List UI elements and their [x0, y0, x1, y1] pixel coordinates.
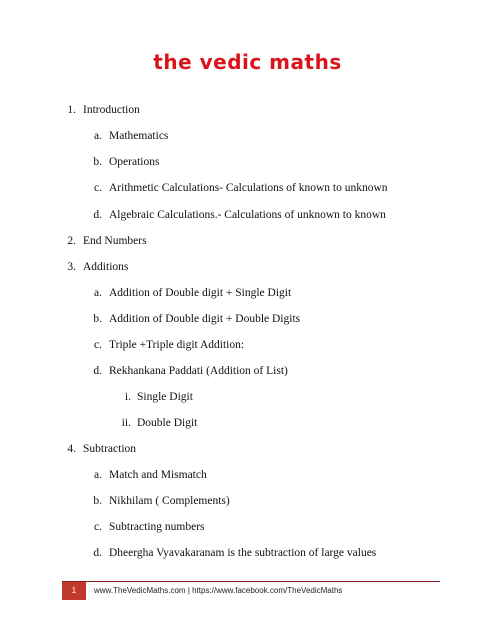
toc-text: Subtracting numbers	[109, 521, 205, 533]
toc-subitem-dheergha	[88, 546, 376, 560]
toc-subitem-subtracting	[88, 520, 205, 534]
toc-text: Single Digit	[137, 391, 193, 403]
toc-marker: a.	[94, 130, 102, 142]
toc-text: Nikhilam ( Complements)	[109, 495, 230, 507]
toc-subitem-algebraic	[88, 208, 386, 222]
toc-text: Addition of Double digit + Double Digits	[109, 313, 301, 325]
toc-marker: d.	[93, 209, 102, 221]
toc-subsubitem-single-digit	[113, 390, 193, 404]
toc-subitem-match	[88, 468, 207, 482]
toc-item-additions	[60, 260, 128, 274]
toc-marker: 4.	[67, 443, 76, 455]
toc-marker: c.	[94, 339, 102, 351]
toc-item-end-numbers	[60, 234, 147, 248]
toc-marker: i.	[124, 391, 131, 403]
toc-subitem-double-double	[88, 312, 300, 326]
toc-marker: 1.	[67, 104, 76, 116]
document-title: the vedic maths	[153, 50, 342, 74]
toc-text: Subtraction	[83, 443, 137, 455]
toc-text: Addition of Double digit + Single Digit	[109, 287, 292, 299]
toc-text: Operations	[109, 156, 160, 168]
toc-text: Dheergha Vyavakaranam is the subtraction of large values	[109, 547, 377, 559]
toc-text: Double Digit	[137, 417, 198, 429]
toc-text: Introduction	[83, 104, 140, 116]
toc-text: Additions	[83, 261, 129, 273]
toc-marker: d.	[93, 547, 102, 559]
toc-marker: 3.	[67, 261, 76, 273]
toc-text: Algebraic Calculations.- Calculations of unknown to known	[109, 209, 386, 221]
toc-subitem-mathematics	[88, 129, 168, 143]
toc-subitem-arithmetic	[88, 181, 388, 195]
toc-text: Match and Mismatch	[109, 469, 207, 481]
toc-marker: b.	[93, 156, 102, 168]
toc-marker: c.	[94, 521, 102, 533]
toc-marker: c.	[94, 182, 102, 194]
toc-text: End Numbers	[83, 235, 147, 247]
toc-item-introduction	[60, 103, 140, 117]
toc-text: Triple +Triple digit Addition:	[109, 339, 245, 351]
toc-marker: a.	[94, 287, 102, 299]
toc-marker: ii.	[121, 417, 131, 429]
toc-subitem-rekhankana	[88, 364, 288, 378]
toc-subitem-triple	[88, 338, 244, 352]
footer-links: www.TheVedicMaths.com | https://www.facebook.com/TheVedicMaths	[94, 586, 343, 595]
toc-marker: a.	[94, 469, 102, 481]
toc-subsubitem-double-digit	[113, 416, 197, 430]
toc-marker: b.	[93, 495, 102, 507]
toc-marker: 2.	[67, 235, 76, 247]
toc-marker: b.	[93, 313, 102, 325]
toc-text: Rekhankana Paddati (Addition of List)	[109, 365, 288, 377]
toc-text: Mathematics	[109, 130, 169, 142]
toc-subitem-double-single	[88, 286, 291, 300]
toc-item-subtraction	[60, 442, 136, 456]
toc-subitem-nikhilam	[88, 494, 230, 508]
toc-subitem-operations	[88, 155, 159, 169]
toc-text: Arithmetic Calculations- Calculations of known to unknown	[109, 182, 388, 194]
page-number: 1	[62, 582, 86, 600]
toc-marker: d.	[93, 365, 102, 377]
